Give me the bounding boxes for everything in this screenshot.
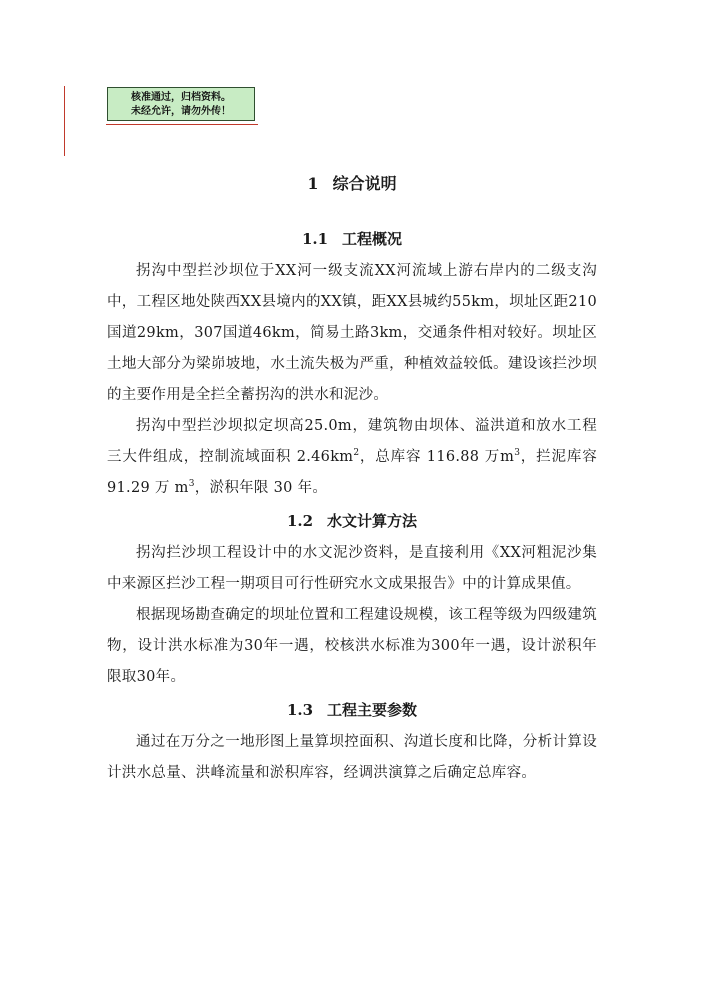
chapter-title: 综合说明 xyxy=(332,174,397,193)
superscript: 3 xyxy=(514,448,521,459)
chapter-number: 1 xyxy=(307,174,319,193)
paragraph-text: ，淤积年限 30 年。 xyxy=(194,480,328,496)
paragraph: 拐沟中型拦沙坝位于XX河一级支流XX河流域上游右岸内的二级支沟中，工程区地处陕西XX县境内的XX镇，距XX县城约55km，坝址区距210国道29km，307国道46km，简易土路3km，交通条件相对较好。坝址区土地大部分为梁峁坡地，水土流失极为严重，种植效益较低。建设该拦沙坝的主要作用是全拦全蓄拐沟的洪水和泥沙。 xyxy=(107,263,597,403)
paragraph-text: ，总库容 116.88 万m xyxy=(359,449,515,465)
superscript: 2 xyxy=(353,448,360,459)
section-number: 1.2 xyxy=(286,512,314,530)
section-title: 工程概况 xyxy=(342,230,403,248)
paragraph: 根据现场勘查确定的坝址位置和工程建设规模，该工程等级为四级建筑物，设计洪水标准为30年一遇，校核洪水标准为300年一遇，设计淤积年限取30年。 xyxy=(107,607,597,685)
superscript: 3 xyxy=(188,479,195,490)
section-heading-1-3 xyxy=(107,693,597,727)
margin-rule xyxy=(64,86,65,156)
section-title: 水文计算方法 xyxy=(327,512,418,530)
document-body xyxy=(107,168,597,789)
paragraph: 拐沟拦沙坝工程设计中的水文泥沙资料，是直接利用《XX河粗泥沙集中来源区拦沙工程一期项目可行性研究水文成果报告》中的计算成果值。 xyxy=(107,545,597,592)
section-heading-1-1 xyxy=(107,222,597,256)
stamp-underline xyxy=(106,124,258,125)
paragraph-with-units xyxy=(107,411,597,504)
section-number: 1.3 xyxy=(286,701,314,719)
paragraph-text: ，拦泥库容 91.29 万 m xyxy=(107,449,598,496)
section-number: 1.1 xyxy=(301,230,329,248)
chapter-heading xyxy=(107,168,597,200)
paragraph-text: 拐沟中型拦沙坝拟定坝高25.0m，建筑物由坝体、溢洪道和放水工程三大件组成，控制流域面积 2.46km xyxy=(107,418,597,465)
paragraph: 通过在万分之一地形图上量算坝控面积、沟道长度和比降，分析计算设计洪水总量、洪峰流量和淤积库容，经调洪演算之后确定总库容。 xyxy=(107,734,597,781)
section-heading-1-2 xyxy=(107,504,597,538)
stamp-line-1: 核准通过，归档资料。 xyxy=(131,92,231,103)
approval-stamp xyxy=(107,87,255,121)
stamp-line-2: 未经允许，请勿外传！ xyxy=(131,106,231,117)
section-title: 工程主要参数 xyxy=(327,701,418,719)
